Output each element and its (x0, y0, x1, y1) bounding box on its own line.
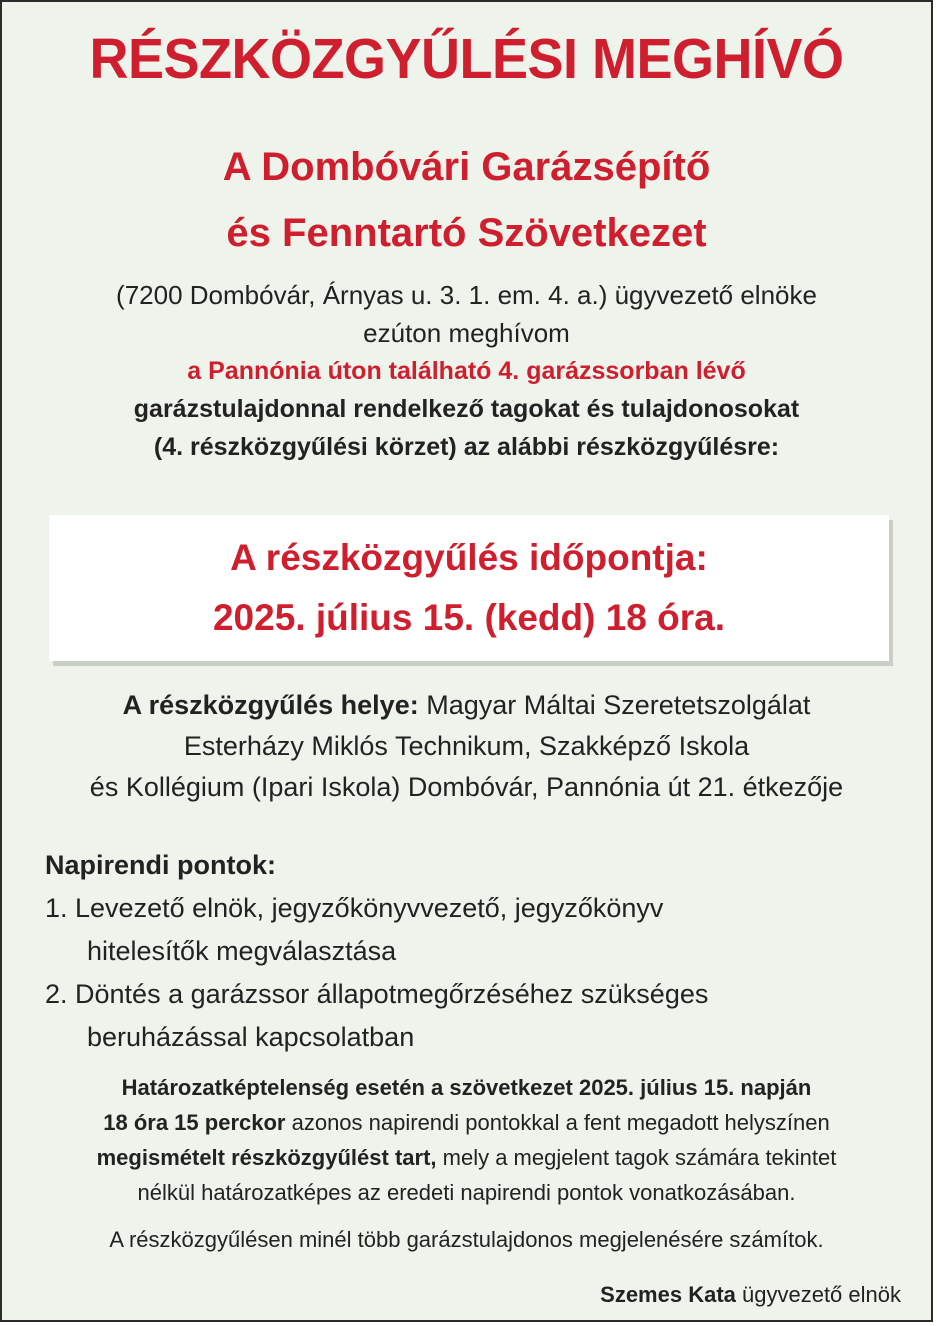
notice-time: 18 óra 15 perckor (103, 1110, 286, 1135)
intro-line-1: (7200 Dombóvár, Árnyas u. 3. 1. em. 4. a.) ügyvezető elnöke (116, 280, 817, 310)
agenda-item (45, 887, 891, 973)
notice-line-4: nélkül határozatképes az eredeti napirendi pontok vonatkozásában. (137, 1180, 796, 1205)
agenda-item-text: 1. Levezető elnök, jegyzőkönyvvezető, jegyzőkönyv (45, 893, 664, 923)
meeting-date-value: 2025. július 15. (kedd) 18 óra. (212, 597, 726, 638)
meeting-place-line-2: Esterházy Miklós Technikum, Szakképző Iskola (183, 731, 750, 761)
notice-line-2-rest: azonos napirendi pontokkal a fent megadott helyszínen (285, 1110, 830, 1135)
meeting-place-line-3: és Kollégium (Ipari Iskola) Dombóvár, Pannónia út 21. étkezője (89, 772, 844, 802)
agenda-item (45, 973, 891, 1059)
meeting-place (2, 685, 931, 808)
organization-name (2, 134, 931, 266)
notice-line-1: Határozatképtelenség esetén a szövetkezet 2025. július 15. napján (121, 1075, 812, 1100)
page-title: RÉSZKÖZGYŰLÉSI MEGHÍVÓ (89, 27, 844, 91)
organization-line-1: A Dombóvári Garázsépítő (222, 145, 711, 189)
meeting-date-label: A részközgyűlés időpontja: (230, 537, 708, 578)
signature-role: ügyvezető elnök (735, 1282, 901, 1307)
agenda (45, 844, 891, 1059)
intro-line-3: a Pannónia úton található 4. garázssorban lévő (187, 357, 746, 385)
meeting-place-line-1 (2, 685, 931, 726)
closing-text: A részközgyűlésen minél több garázstulajdonos megjelenésére számítok. (109, 1227, 824, 1252)
meeting-place-venue: Magyar Máltai Szeretetszolgálat (418, 690, 811, 720)
agenda-item-continuation: hitelesítők megválasztása (87, 936, 397, 966)
notice-repeat-text: megismételt részközgyűlést tart, (96, 1145, 437, 1170)
repeat-meeting-notice (2, 1070, 931, 1210)
intro-line-2: ezúton meghívom (363, 318, 570, 348)
meeting-place-label: A részközgyűlés helye: (122, 690, 419, 720)
agenda-heading: Napirendi pontok: (45, 850, 276, 880)
intro-line-4: garázstulajdonnal rendelkező tagokat és tulajdonosokat (133, 395, 800, 423)
agenda-item-continuation: beruházással kapcsolatban (87, 1022, 415, 1052)
meeting-date-box (49, 515, 889, 661)
notice-line-3 (2, 1140, 931, 1175)
notice-line-3-rest: mely a megjelent tagok számára tekintet (436, 1145, 837, 1170)
signature-name: Szemes Kata (600, 1282, 736, 1307)
notice-line-2 (2, 1105, 931, 1140)
signature (600, 1282, 901, 1308)
intro-text (2, 276, 931, 466)
intro-line-5: (4. részközgyűlési körzet) az alábbi részközgyűlésre: (153, 433, 780, 461)
agenda-item-text: 2. Döntés a garázssor állapotmegőrzéséhez szükséges (45, 979, 709, 1009)
organization-line-2: és Fenntartó Szövetkezet (226, 211, 707, 255)
